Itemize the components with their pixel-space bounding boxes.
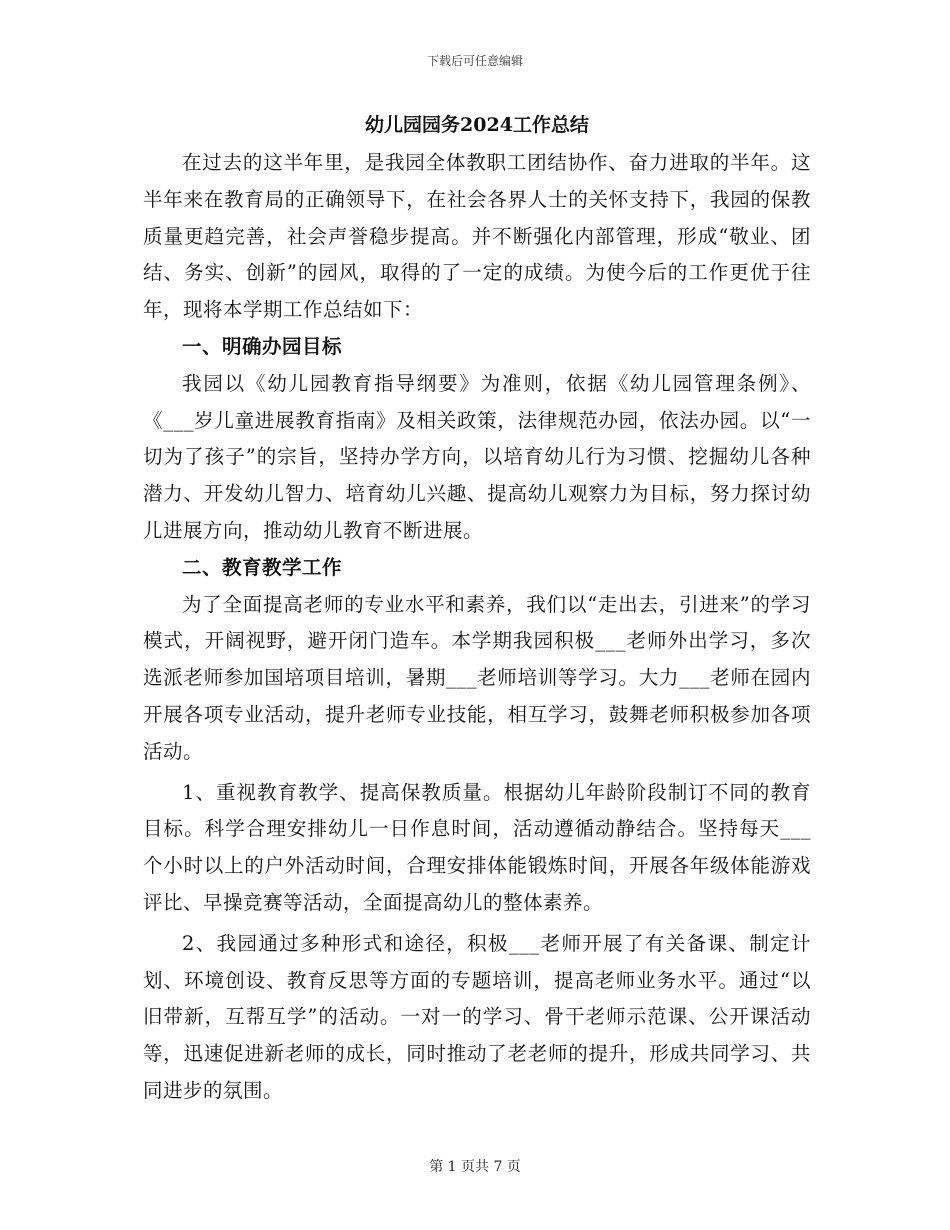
intro-paragraph: 在过去的这半年里，是我园全体教职工团结协作、奋力进取的半年。这半年来在教育局的正确领导下，在社会各界人士的关怀支持下，我园的保教质量更趋完善，社会声誉稳步提高。并不断强化内部管理，形成“敬业、团结、务实、创新”的园风，取得的了一定的成绩。为使今后的工作更优于往年，现将本学期工作总结如下： — [143, 151, 811, 322]
section-heading-teaching: 二、教育教学工作 — [182, 555, 343, 579]
page-footer: 第 1 页共 7 页 — [429, 1159, 521, 1175]
document-body — [143, 110, 811, 1110]
document-title: 幼儿园园务2024工作总结 — [365, 114, 589, 136]
page-header: 下载后可任意编辑 — [426, 54, 523, 68]
section-heading-goals: 一、明确办园目标 — [182, 334, 343, 358]
list-item-2: 2、我园通过多种形式和途径，积极___老师开展了有关备课、制定计划、环境创设、教育反思等方面的专题培训，提高老师业务水平。通过“以旧带新，互帮互学”的活动。一对一的学习、骨干老师示范课、公开课活动等，迅速促进新老师的成长，同时推动了老老师的提升，形成共同学习、共同进步的氛围。 — [143, 931, 811, 1102]
list-item-1: 1、重视教育教学、提高保教质量。根据幼儿年龄阶段制订不同的教育目标。科学合理安排幼儿一日作息时间，活动遵循动静结合。坚持每天___个小时以上的户外活动时间，合理安排体能锻炼时间，开展各年级体能游戏评比、早操竞赛等活动，全面提高幼儿的整体素养。 — [143, 780, 811, 914]
section-teaching-paragraph: 为了全面提高老师的专业水平和素养，我们以“走出去，引进来”的学习模式，开阔视野，避开闭门造车。本学期我园积极___老师外出学习，多次选派老师参加国培项目培训，暑期___老师培训等学习。大力___老师在园内开展各项专业活动，提升老师专业技能，相互学习，鼓舞老师积极参加各项活动。 — [143, 592, 811, 763]
section-goals-paragraph: 我园以《幼儿园教育指导纲要》为准则，依据《幼儿园管理条例》、《___岁儿童进展教育指南》及相关政策，法律规范办园，依法办园。以“一切为了孩子”的宗旨，坚持办学方向，以培育幼儿行为习惯、挖掘幼儿各种潜力、开发幼儿智力、培育幼儿兴趣、提高幼儿观察力为目标，努力探讨幼儿进展方向，推动幼儿教育不断进展。 — [143, 371, 811, 542]
